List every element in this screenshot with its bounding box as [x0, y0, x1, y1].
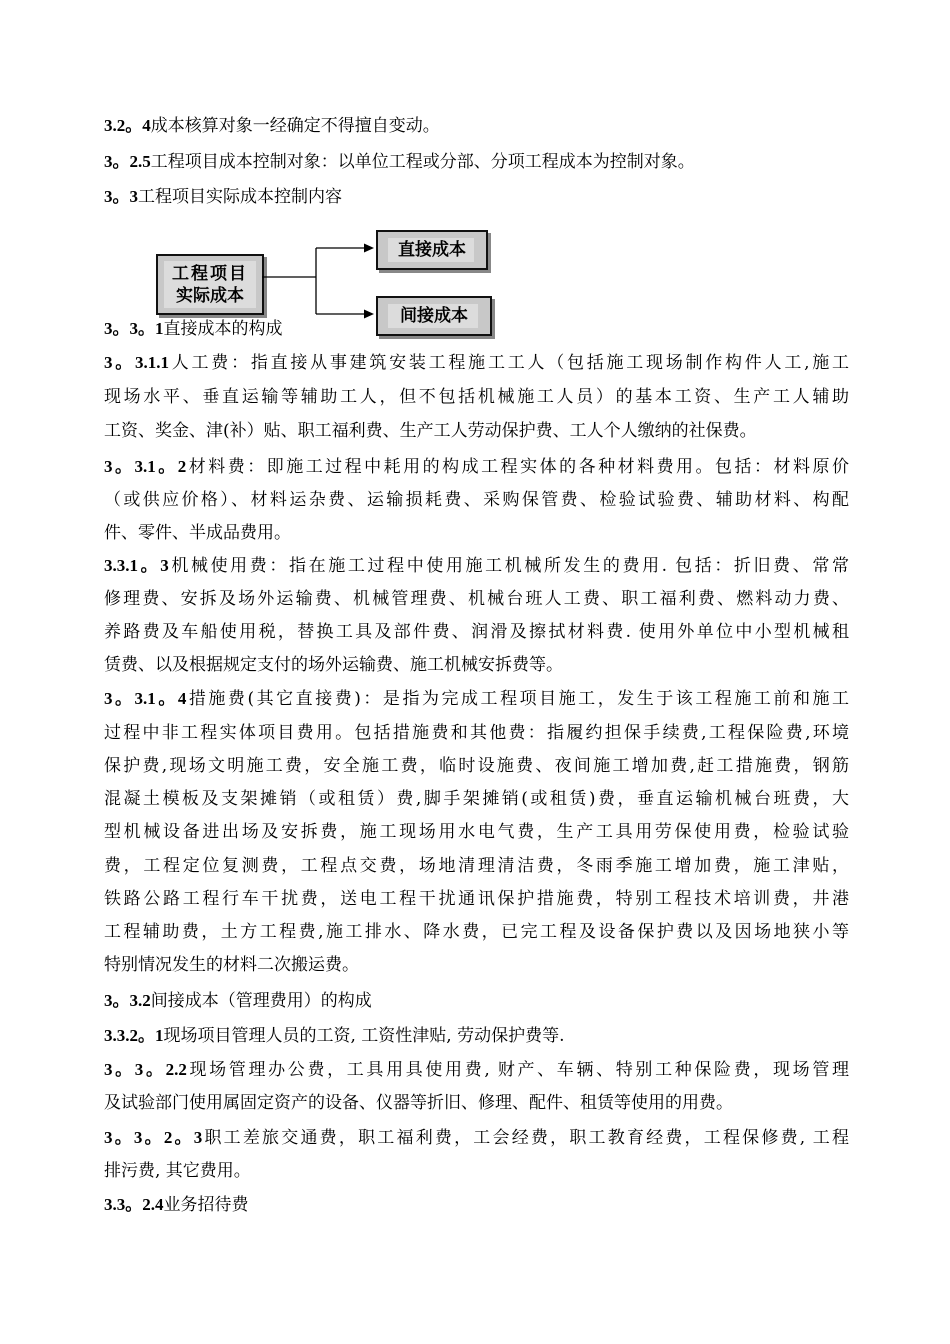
- section-heading: 3。3.2间接成本（管理费用）的构成: [104, 991, 372, 1011]
- text-line: 3。3.1.1人工费：指直接从事建筑安装工程施工工人（包括施工现场制作构件人工,施工: [104, 353, 850, 373]
- text-line: 特别情况发生的材料二次搬运费。: [104, 955, 359, 975]
- text-line: 工资、奖金、津(补）贴、职工福利费、生产工人劳动保护费、工人个人缴纳的社保费。: [104, 421, 757, 441]
- text-line: 现场水平、垂直运输等辅助工人，但不包括机械施工人员）的基本工资、生产工人辅助: [104, 387, 849, 407]
- text-line: 及试验部门使用属固定资产的设备、仪器等折旧、修理、配件、租赁等使用的用费。: [104, 1093, 733, 1113]
- text-line: 型机械设备进出场及安拆费，施工现场用水电气费，生产工具用劳保使用费，检验试验: [104, 822, 849, 842]
- text-line: 3。2.5工程项目成本控制对象：以单位工程或分部、分项工程成本为控制对象。: [104, 152, 695, 172]
- section-heading: 3。3。1直接成本的构成: [104, 319, 283, 339]
- diagram-direct-cost-label: 直接成本: [398, 240, 466, 260]
- text-line: 3。3.1。4措施费(其它直接费)：是指为完成工程项目施工，发生于该工程施工前和施工: [104, 689, 850, 709]
- text-line: 3.3.2。1现场项目管理人员的工资, 工资性津贴, 劳动保护费等.: [104, 1026, 565, 1046]
- text-line: 件、零件、半成品费用。: [104, 523, 291, 543]
- diagram-source-line1: 工程项目: [172, 264, 248, 284]
- text-line: （或供应价格）、材料运杂费、运输损耗费、采购保管费、检验试验费、辅助材料、构配: [104, 490, 849, 510]
- text-line: 排污费, 其它费用。: [104, 1161, 251, 1181]
- diagram-indirect-cost-label: 间接成本: [400, 306, 468, 326]
- text-line: 3。3。2.2现场管理办公费，工具用具使用费, 财产、车辆、特别工种保险费，现场管理: [104, 1060, 849, 1080]
- text-line: 混凝土模板及支架摊销（或租赁）费,脚手架摊销(或租赁)费，垂直运输机械台班费，大: [104, 789, 849, 809]
- text-line: 铁路公路工程行车干扰费，送电工程干扰通讯保护措施费，特别工程技术培训费，井港: [104, 889, 849, 909]
- text-line: 3。3。2。3职工差旅交通费，职工福利费，工会经费，职工教育经费，工程保修费, 工程: [104, 1128, 849, 1148]
- text-line: 费，工程定位复测费，工程点交费，场地清理清洁费，冬雨季施工增加费，施工津贴，: [104, 856, 849, 876]
- text-line: 修理费、安拆及场外运输费、机械管理费、机械台班人工费、职工福利费、燃料动力费、: [104, 589, 849, 609]
- diagram-source-line2: 实际成本: [176, 286, 244, 306]
- text-line: 3。3.1。2材料费：即施工过程中耗用的构成工程实体的各种材料费用。包括：材料原价: [104, 457, 850, 477]
- text-line: 赁费、以及根据规定支付的场外运输费、施工机械安拆费等。: [104, 655, 563, 675]
- text-line: 养路费及车船使用税，替换工具及部件费、润滑及擦拭材料费. 使用外单位中小型机械租: [104, 622, 849, 642]
- text-line: 工程辅助费，土方工程费,施工排水、降水费，已完工程及设备保护费以及因场地狭小等: [104, 922, 849, 942]
- text-line: 保护费,现场文明施工费，安全施工费，临时设施费、夜间施工增加费,赶工措施费，钢筋: [104, 756, 849, 776]
- text-line: 3.2。4成本核算对象一经确定不得擅自变动。: [104, 116, 440, 136]
- text-line: 3.3.1。3机械使用费：指在施工过程中使用施工机械所发生的费用. 包括：折旧费、常常: [104, 556, 850, 576]
- section-heading: 3。3工程项目实际成本控制内容: [104, 187, 342, 207]
- text-line: 3.3。2.4业务招待费: [104, 1195, 249, 1215]
- text-line: 过程中非工程实体项目费用。包括措施费和其他费：指履约担保手续费,工程保险费,环境: [104, 723, 849, 743]
